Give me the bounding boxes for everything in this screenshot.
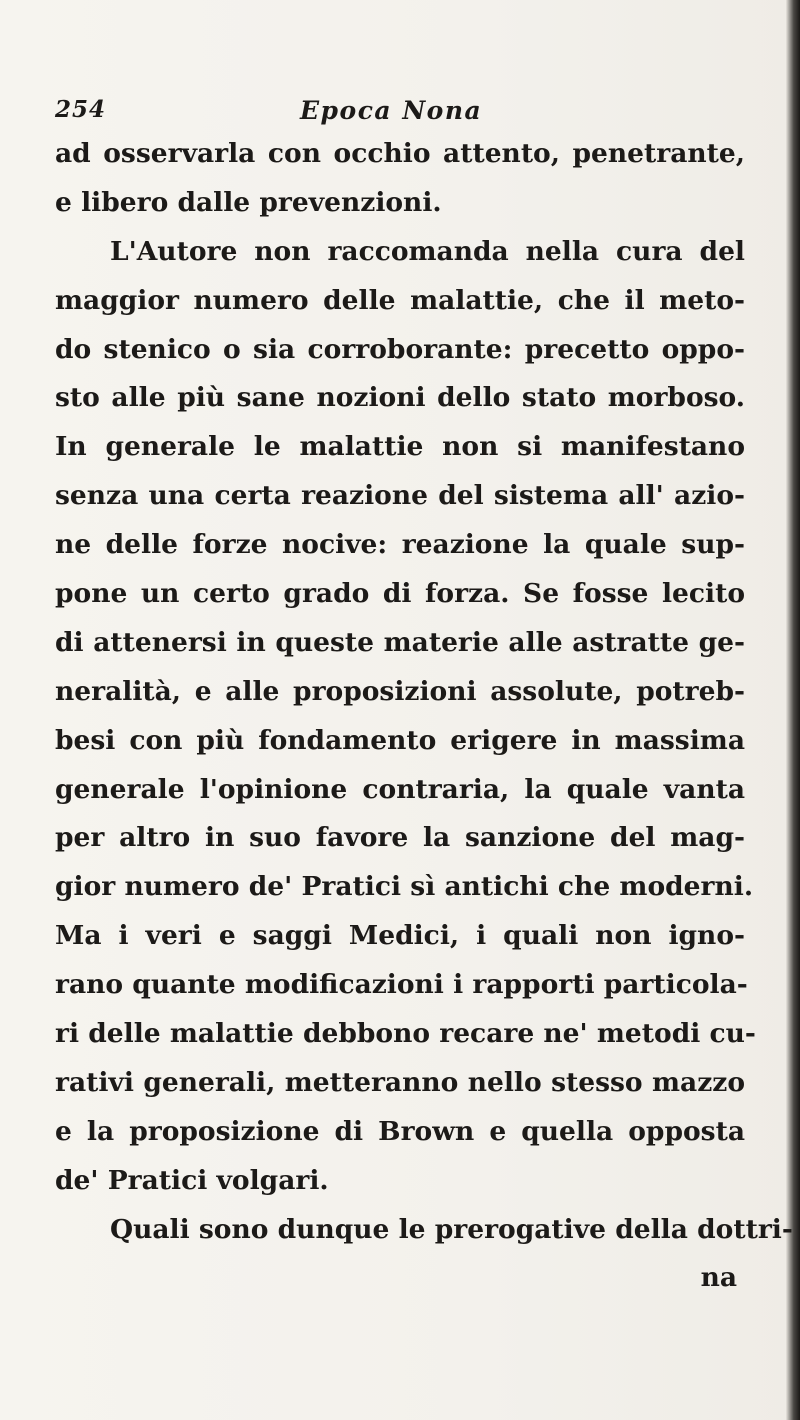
text-line: L'Autore non raccomanda nella cura del: [110, 235, 745, 267]
page-number: 254: [55, 96, 107, 123]
text-line: Quali sono dunque le prerogative della dottri-: [110, 1213, 793, 1245]
text-line: besi con più fondamento erigere in massima: [55, 724, 745, 756]
running-head: Epoca Nona: [300, 96, 483, 125]
text-line: generale l'opinione contraria, la quale vanta: [55, 773, 745, 805]
text-line: di attenersi in queste materie alle astratte ge-: [55, 626, 745, 658]
text-line: gior numero de' Pratici sì antichi che moderni.: [55, 871, 754, 903]
text-line: e libero dalle prevenzioni.: [55, 186, 442, 218]
text-line: ad osservarla con occhio attento, penetrante,: [55, 138, 745, 169]
text-line: Ma i veri e saggi Medici, i quali non igno-: [55, 920, 745, 952]
text-line: do stenico o sia corroborante: precetto oppo-: [55, 333, 745, 365]
text-line: e la proposizione di Brown e quella opposta: [55, 1115, 745, 1147]
text-line: maggior numero delle malattie, che il meto-: [55, 284, 745, 316]
text-line: rano quante modificazioni i rapporti particola-: [55, 969, 748, 1001]
text-line: neralità, e alle proposizioni assolute, potreb-: [55, 675, 745, 707]
text-line: de' Pratici volgari.: [55, 1164, 329, 1196]
text-line: per altro in suo favore la sanzione del mag-: [55, 822, 745, 854]
text-line: senza una certa reazione del sistema all' azio-: [55, 480, 745, 512]
text-line: ne delle forze nocive: reazione la quale sup-: [55, 529, 745, 561]
text-line: pone un certo grado di forza. Se fosse lecito: [55, 578, 745, 610]
body-text: [55, 130, 793, 1303]
text-line: rativi generali, metteranno nello stesso mazzo: [55, 1066, 745, 1098]
text-line: sto alle più sane nozioni dello stato morboso.: [55, 382, 745, 414]
text-line: In generale le malattie non si manifestano: [55, 431, 745, 463]
catchword: na: [700, 1262, 737, 1294]
text-line: ri delle malattie debbono recare ne' metodi cu-: [55, 1018, 756, 1050]
page-header: [0, 96, 800, 126]
